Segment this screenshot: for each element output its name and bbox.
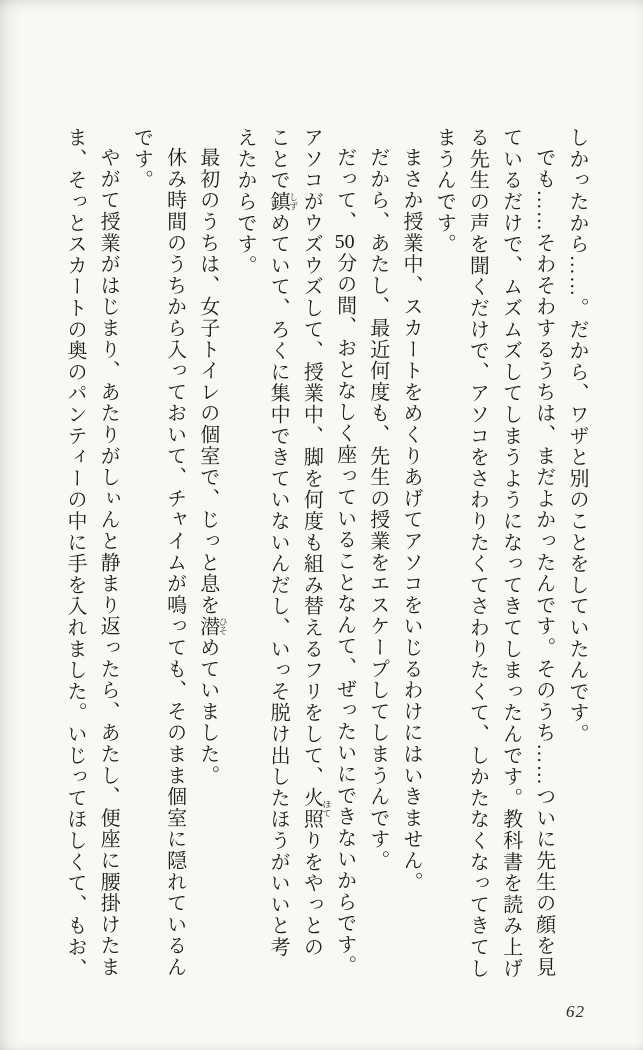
paragraph-6: 最初のうちは、女子トイレの個室で、じっと息を潜 ひそめていました。 — [196, 147, 228, 787]
paragraph-4: だから、あたし、最近何度も、先生の授業をエスケープしてしまうんです。 — [366, 147, 389, 872]
paragraph-7: 休み時間のうちから入っておいて、チャイムが鳴っても、そのまま個室に隠れているんです。 — [130, 127, 186, 978]
paragraph-8: やがて授業がはじまり、あたりがしぃんと静まり返ったら、あたし、便座に腰掛けたまま、そっとスカートの奥のパンティーの中に手を入れました。いじってほしくて、もお、 — [63, 127, 120, 979]
paragraph-1: しかったから……。だから、ワザと別のことをしていたんです。 — [566, 127, 588, 745]
vertical-text-block — [59, 127, 593, 979]
paragraph-5: だって、50分の間、おとなしく座っていることなんて、ぜったいにできないからです。アソコがウズウズして、授業中、脚を何度も組み替えるフリをして、火照 ほてりをやっとのことで鎮 しずめていて、ろくに集中できていないんだし、いっそ脱け出したほうがいいと考えたからです。 — [233, 127, 356, 977]
paragraph-2: でも……そわそわするうちは、まだよかったんです。そのうち……ついに先生の顔を見ているだけで、ムズムズしてしまうようになってきてしまったんです。教科書を読み上げる先生の声を聞くだけで、アソコをさわりたくてさわりたくて、しかたなくなってきてしまうんです。 — [433, 127, 555, 979]
page-number: 62 — [566, 1002, 585, 1021]
paragraph-3: まさか授業中、スカートをめくりあげてアソコをいじるわけにはいきません。 — [399, 147, 422, 893]
